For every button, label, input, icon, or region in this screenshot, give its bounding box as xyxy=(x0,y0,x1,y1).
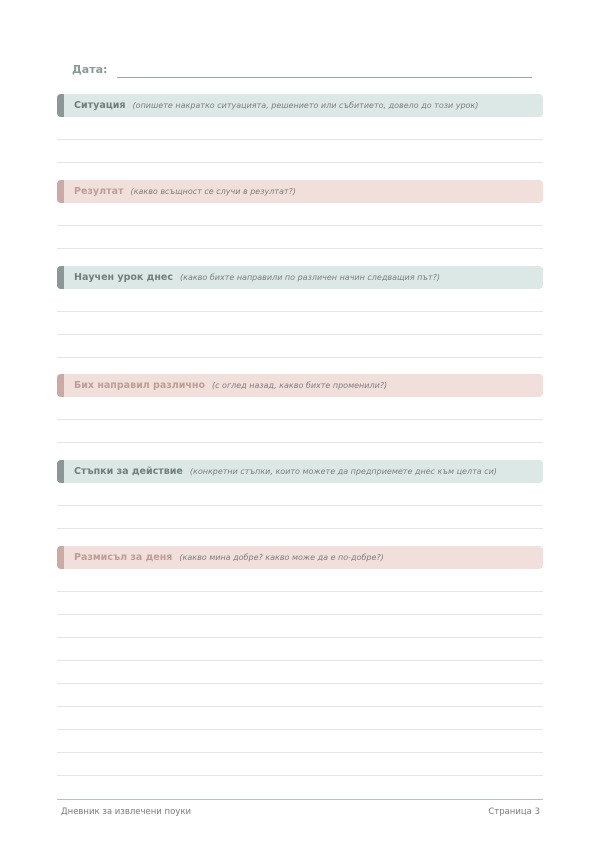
section-accent-bar xyxy=(57,266,64,289)
writing-line[interactable] xyxy=(57,226,543,249)
section-hint: (какво бихте направили по различен начин следващия път?) xyxy=(179,273,440,282)
writing-line[interactable] xyxy=(57,203,543,226)
writing-line[interactable] xyxy=(57,117,543,140)
section-header xyxy=(57,266,543,289)
section-lesson-learned xyxy=(57,266,543,358)
section-hint: (какво всъщност се случи в резултат?) xyxy=(130,187,296,196)
section-situation xyxy=(57,94,543,163)
writing-line[interactable] xyxy=(57,730,543,753)
date-label: Дата: xyxy=(72,63,108,76)
section-header xyxy=(57,180,543,203)
section-title: Стъпки за действие xyxy=(74,466,183,477)
footer-divider xyxy=(57,799,543,800)
writing-line[interactable] xyxy=(57,661,543,684)
section-result xyxy=(57,180,543,249)
writing-line[interactable] xyxy=(57,420,543,443)
writing-line[interactable] xyxy=(57,140,543,163)
writing-line[interactable] xyxy=(57,397,543,420)
writing-line[interactable] xyxy=(57,707,543,730)
section-header xyxy=(57,94,543,117)
section-header xyxy=(57,374,543,397)
writing-line[interactable] xyxy=(57,615,543,638)
section-accent-bar xyxy=(57,460,64,483)
writing-line[interactable] xyxy=(57,312,543,335)
writing-line[interactable] xyxy=(57,483,543,506)
writing-line[interactable] xyxy=(57,638,543,661)
section-accent-bar xyxy=(57,94,64,117)
section-daily-reflection xyxy=(57,546,543,776)
section-hint: (с оглед назад, какво бихте променили?) xyxy=(211,381,388,390)
footer-title: Дневник за извлечени поуки xyxy=(61,807,191,817)
writing-line[interactable] xyxy=(57,335,543,358)
section-hint: (конкретни стъпки, които можете да предприемете днес към целта си) xyxy=(189,467,497,476)
section-action-steps xyxy=(57,460,543,529)
section-title: Резултат xyxy=(74,186,124,197)
writing-line[interactable] xyxy=(57,506,543,529)
section-hint: (какво мина добре? какво може да е по-добре?) xyxy=(179,553,384,562)
section-accent-bar xyxy=(57,374,64,397)
section-title: Бих направил различно xyxy=(74,380,205,391)
writing-line[interactable] xyxy=(57,684,543,707)
section-accent-bar xyxy=(57,180,64,203)
writing-line[interactable] xyxy=(57,289,543,312)
section-title: Ситуация xyxy=(74,100,126,111)
section-header xyxy=(57,460,543,483)
section-title: Размисъл за деня xyxy=(74,552,173,563)
section-hint: (опишете накратко ситуацията, решението или събитието, довело до този урок) xyxy=(132,101,479,110)
section-accent-bar xyxy=(57,546,64,569)
writing-line[interactable] xyxy=(57,753,543,776)
date-input-line[interactable] xyxy=(117,77,532,78)
section-do-differently xyxy=(57,374,543,443)
writing-line[interactable] xyxy=(57,569,543,592)
writing-line[interactable] xyxy=(57,592,543,615)
page-number: Страница 3 xyxy=(488,807,540,817)
section-title: Научен урок днес xyxy=(74,272,173,283)
section-header xyxy=(57,546,543,569)
date-row xyxy=(72,63,532,81)
